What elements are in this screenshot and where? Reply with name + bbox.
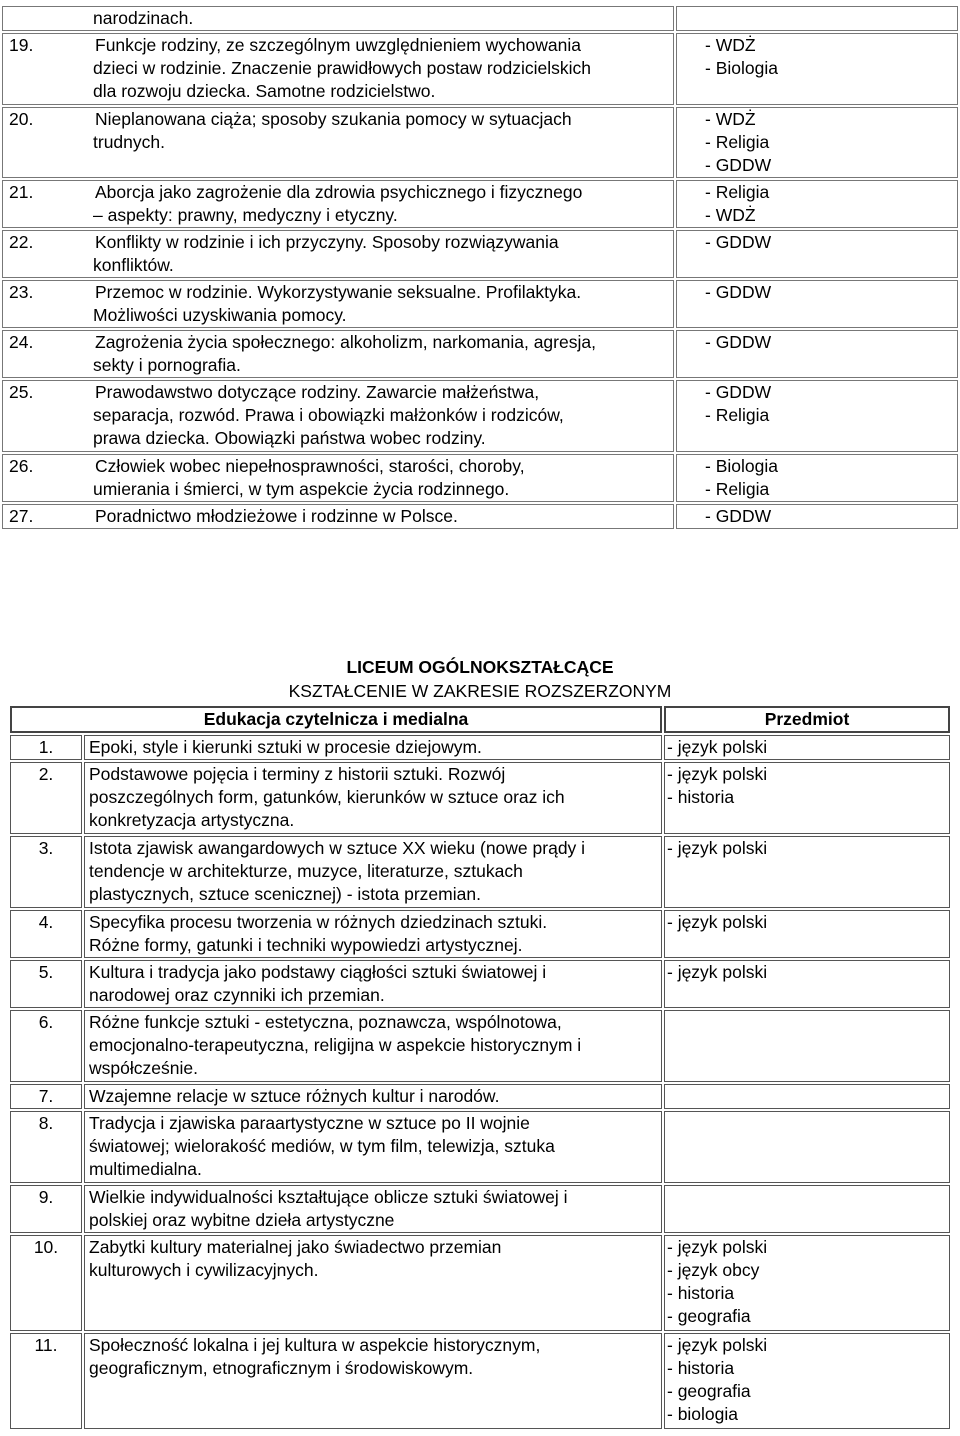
item-line: światowej; wielorakość mediów, w tym film, telewizja, sztuka bbox=[89, 1136, 555, 1156]
table-row bbox=[10, 735, 950, 760]
subject-item: - język polski bbox=[667, 737, 768, 757]
subject-cell bbox=[676, 330, 958, 378]
item-number: 7. bbox=[10, 1084, 82, 1109]
table-row bbox=[2, 107, 958, 178]
subject-item: - Religia bbox=[705, 182, 770, 202]
topic-cell bbox=[2, 107, 674, 178]
topic-line: Poradnictwo młodzieżowe i rodzinne w Polsce. bbox=[95, 506, 458, 526]
subject-item: - geografia bbox=[667, 1306, 751, 1326]
subject-item: - Religia bbox=[705, 479, 770, 499]
subject-cell bbox=[676, 180, 958, 228]
table-row bbox=[10, 910, 950, 958]
item-line: emocjonalno-terapeutyczna, religijna w aspekcie historycznym i bbox=[89, 1035, 582, 1055]
topic-line: trudnych. bbox=[93, 132, 165, 152]
table-row bbox=[10, 1084, 950, 1109]
subject-item: - język polski bbox=[667, 962, 768, 982]
subject-item: - język polski bbox=[667, 764, 768, 784]
topic-line: dla rozwoju dziecka. Samotne rodzicielstwo. bbox=[93, 81, 436, 101]
topic-number: 21. bbox=[9, 182, 34, 202]
topic-cell bbox=[2, 230, 674, 278]
subject-cell bbox=[664, 1185, 950, 1233]
table-row bbox=[2, 504, 958, 529]
topic-line: dzieci w rodzinie. Znaczenie prawidłowych postaw rodzicielskich bbox=[93, 58, 591, 78]
topic-line: Przemoc w rodzinie. Wykorzystywanie seksualne. Profilaktyka. bbox=[95, 282, 582, 302]
subject-cell bbox=[676, 107, 958, 178]
topic-line: prawa dziecka. Obowiązki państwa wobec rodziny. bbox=[93, 428, 486, 448]
topic-line: Prawodawstwo dotyczące rodziny. Zawarcie małżeństwa, bbox=[95, 382, 540, 402]
item-line: konkretyzacja artystyczna. bbox=[89, 810, 295, 830]
item-number: 6. bbox=[10, 1010, 82, 1082]
header-subject: Przedmiot bbox=[664, 706, 950, 733]
subject-item: - język polski bbox=[667, 838, 768, 858]
topic-number: 26. bbox=[9, 456, 34, 476]
subject-cell bbox=[676, 6, 958, 31]
subject-item: - GDDW bbox=[705, 382, 772, 402]
item-line: Epoki, style i kierunki sztuki w procesie dziejowym. bbox=[89, 737, 482, 757]
subject-item: - historia bbox=[667, 787, 735, 807]
item-line: Istota zjawisk awangardowych w sztuce XX wieku (nowe prądy i bbox=[89, 838, 586, 858]
item-text-cell bbox=[84, 1333, 662, 1429]
item-line: Kultura i tradycja jako podstawy ciągłości sztuki światowej i bbox=[89, 962, 547, 982]
subject-item: - WDŻ bbox=[705, 109, 756, 129]
topic-cell bbox=[2, 6, 674, 31]
subject-item: - język polski bbox=[667, 1237, 768, 1257]
subject-cell bbox=[664, 960, 950, 1008]
item-text-cell bbox=[84, 960, 662, 1008]
item-number: 10. bbox=[10, 1235, 82, 1331]
subject-item: - historia bbox=[667, 1283, 735, 1303]
table-header-row bbox=[10, 706, 950, 733]
item-line: Wielkie indywidualności kształtujące oblicze sztuki światowej i bbox=[89, 1187, 568, 1207]
table-row bbox=[10, 960, 950, 1008]
item-text-cell bbox=[84, 1235, 662, 1331]
item-line: Tradycja i zjawiska paraartystyczne w sztuce po II wojnie bbox=[89, 1113, 530, 1133]
topic-cell bbox=[2, 180, 674, 228]
item-line: kulturowych i cywilizacyjnych. bbox=[89, 1260, 319, 1280]
topic-line: narodzinach. bbox=[93, 8, 194, 28]
subject-item: - Biologia bbox=[705, 456, 778, 476]
table-row bbox=[2, 230, 958, 278]
item-text-cell bbox=[84, 735, 662, 760]
subject-cell bbox=[664, 762, 950, 834]
subject-item: - język polski bbox=[667, 912, 768, 932]
table-row bbox=[10, 1111, 950, 1183]
subject-cell bbox=[676, 454, 958, 502]
topic-cell bbox=[2, 280, 674, 328]
table-row bbox=[2, 330, 958, 378]
family-topics-table bbox=[0, 4, 960, 531]
item-text-cell bbox=[84, 836, 662, 908]
topic-line: separacja, rozwód. Prawa i obowiązki małżonków i rodziców, bbox=[93, 405, 564, 425]
subject-item: - GDDW bbox=[705, 506, 772, 526]
topic-number: 20. bbox=[9, 109, 34, 129]
item-line: multimedialna. bbox=[89, 1159, 202, 1179]
section-title: LICEUM OGÓLNOKSZTAŁCĄCE bbox=[346, 657, 614, 677]
item-line: tendencje w architekturze, muzyce, literaturze, sztukach bbox=[89, 861, 523, 881]
topic-number: 25. bbox=[9, 382, 34, 402]
subject-cell bbox=[676, 380, 958, 452]
topic-cell bbox=[2, 33, 674, 105]
media-education-table bbox=[8, 704, 952, 1431]
table-row bbox=[10, 1010, 950, 1082]
item-line: współcześnie. bbox=[89, 1058, 198, 1078]
topic-cell bbox=[2, 330, 674, 378]
topic-cell bbox=[2, 380, 674, 452]
subject-cell bbox=[664, 1333, 950, 1429]
item-text-cell bbox=[84, 1185, 662, 1233]
topic-line: konfliktów. bbox=[93, 255, 174, 275]
item-text-cell bbox=[84, 762, 662, 834]
subject-item: - geografia bbox=[667, 1381, 751, 1401]
topic-line: umierania i śmierci, w tym aspekcie życia rodzinnego. bbox=[93, 479, 510, 499]
item-line: Społeczność lokalna i jej kultura w aspekcie historycznym, bbox=[89, 1335, 541, 1355]
item-line: Różne funkcje sztuki - estetyczna, poznawcza, wspólnotowa, bbox=[89, 1012, 562, 1032]
item-number: 2. bbox=[10, 762, 82, 834]
topic-line: Zagrożenia życia społecznego: alkoholizm, narkomania, agresja, bbox=[95, 332, 596, 352]
table-row bbox=[10, 1185, 950, 1233]
topic-line: sekty i pornografia. bbox=[93, 355, 241, 375]
item-line: poszczególnych form, gatunków, kierunków w sztuce oraz ich bbox=[89, 787, 565, 807]
table-row bbox=[2, 280, 958, 328]
item-number: 5. bbox=[10, 960, 82, 1008]
table-row bbox=[10, 1333, 950, 1429]
subject-item: - GDDW bbox=[705, 232, 772, 252]
subject-cell bbox=[676, 33, 958, 105]
item-text-cell bbox=[84, 1111, 662, 1183]
subject-cell bbox=[676, 280, 958, 328]
topic-line: Człowiek wobec niepełnosprawności, starości, choroby, bbox=[95, 456, 525, 476]
item-number: 9. bbox=[10, 1185, 82, 1233]
item-line: plastycznych, sztuce scenicznej) - istota przemian. bbox=[89, 884, 481, 904]
topic-line: Aborcja jako zagrożenie dla zdrowia psychicznego i fizycznego bbox=[95, 182, 583, 202]
item-line: polskiej oraz wybitne dzieła artystyczne bbox=[89, 1210, 395, 1230]
item-line: Różne formy, gatunki i techniki wypowiedzi artystycznej. bbox=[89, 935, 523, 955]
subject-item: - GDDW bbox=[705, 155, 772, 175]
topic-number: 23. bbox=[9, 282, 34, 302]
table-row bbox=[2, 180, 958, 228]
topic-line: – aspekty: prawny, medyczny i etyczny. bbox=[93, 205, 398, 225]
subject-cell bbox=[664, 1235, 950, 1331]
subject-item: - język polski bbox=[667, 1335, 768, 1355]
item-number: 1. bbox=[10, 735, 82, 760]
subject-item: - biologia bbox=[667, 1404, 739, 1424]
subject-cell bbox=[664, 1010, 950, 1082]
item-line: geograficznym, etnograficznym i środowiskowym. bbox=[89, 1358, 474, 1378]
subject-item: - GDDW bbox=[705, 332, 772, 352]
table-row bbox=[2, 33, 958, 105]
topic-line: Możliwości uzyskiwania pomocy. bbox=[93, 305, 347, 325]
item-number: 8. bbox=[10, 1111, 82, 1183]
item-line: Wzajemne relacje w sztuce różnych kultur i narodów. bbox=[89, 1086, 500, 1106]
subject-item: - Religia bbox=[705, 405, 770, 425]
topic-line: Konflikty w rodzinie i ich przyczyny. Sposoby rozwiązywania bbox=[95, 232, 559, 252]
item-text-cell bbox=[84, 910, 662, 958]
subject-cell bbox=[676, 504, 958, 529]
subject-item: - GDDW bbox=[705, 282, 772, 302]
topic-cell bbox=[2, 504, 674, 529]
topic-number: 24. bbox=[9, 332, 34, 352]
topic-number: 22. bbox=[9, 232, 34, 252]
table-row bbox=[2, 454, 958, 502]
topic-number: 19. bbox=[9, 35, 34, 55]
section-subtitle: KSZTAŁCENIE W ZAKRESIE ROZSZERZONYM bbox=[288, 681, 672, 701]
topic-cell bbox=[2, 454, 674, 502]
subject-cell bbox=[664, 735, 950, 760]
subject-cell bbox=[664, 910, 950, 958]
subject-item: - język obcy bbox=[667, 1260, 760, 1280]
item-line: narodowej oraz czynniki ich przemian. bbox=[89, 985, 385, 1005]
table-row bbox=[10, 762, 950, 834]
table-row bbox=[2, 380, 958, 452]
table-row bbox=[10, 1235, 950, 1331]
item-line: Podstawowe pojęcia i terminy z historii sztuki. Rozwój bbox=[89, 764, 506, 784]
item-line: Zabytki kultury materialnej jako świadectwo przemian bbox=[89, 1237, 502, 1257]
subject-item: - historia bbox=[667, 1358, 735, 1378]
subject-item: - WDŻ bbox=[705, 205, 756, 225]
topic-line: Nieplanowana ciąża; sposoby szukania pomocy w sytuacjach bbox=[95, 109, 572, 129]
item-line: Specyfika procesu tworzenia w różnych dziedzinach sztuki. bbox=[89, 912, 548, 932]
subject-item: - Biologia bbox=[705, 58, 778, 78]
subject-cell bbox=[664, 1084, 950, 1109]
topic-number: 27. bbox=[9, 506, 34, 526]
table-row bbox=[10, 836, 950, 908]
item-text-cell bbox=[84, 1084, 662, 1109]
item-number: 3. bbox=[10, 836, 82, 908]
subject-cell bbox=[664, 836, 950, 908]
table-row bbox=[2, 6, 958, 31]
subject-item: - Religia bbox=[705, 132, 770, 152]
item-number: 11. bbox=[10, 1333, 82, 1429]
subject-item: - WDŻ bbox=[705, 35, 756, 55]
item-text-cell bbox=[84, 1010, 662, 1082]
subject-cell bbox=[676, 230, 958, 278]
subject-cell bbox=[664, 1111, 950, 1183]
header-topic: Edukacja czytelnicza i medialna bbox=[10, 706, 662, 733]
item-number: 4. bbox=[10, 910, 82, 958]
topic-line: Funkcje rodziny, ze szczególnym uwzględnieniem wychowania bbox=[95, 35, 582, 55]
